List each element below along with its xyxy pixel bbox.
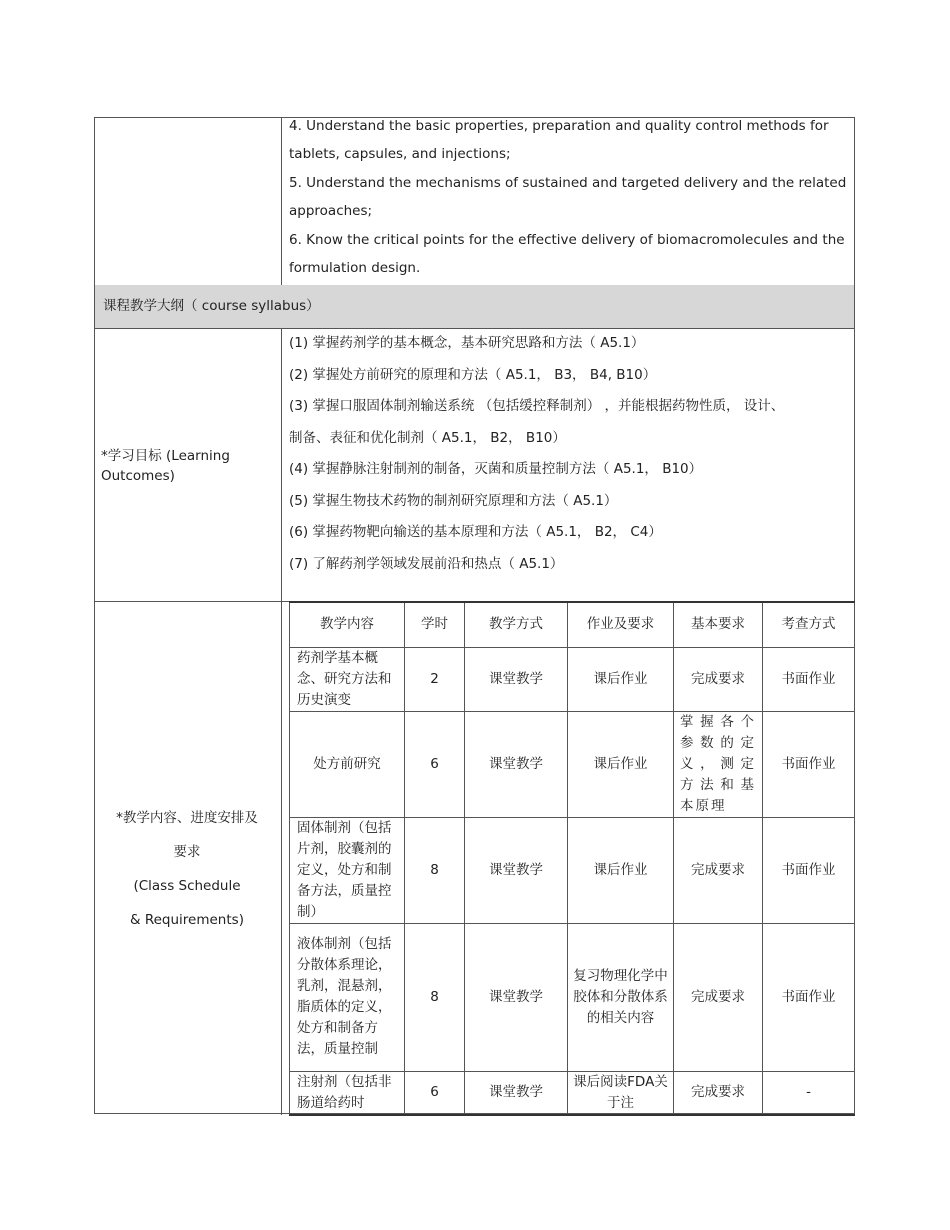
objective-line: 5. Understand the mechanisms of sustained and targeted delivery and the related xyxy=(289,174,847,191)
cell-hours: 8 xyxy=(405,817,465,923)
cell-assessment: 书面作业 xyxy=(763,817,855,923)
learning-outcome-item: (7) 了解药剂学领域发展前沿和热点（ A5.1） xyxy=(289,555,564,572)
cell-method: 课堂教学 xyxy=(465,923,568,1071)
cell-homework: 课后阅读FDA关于注 xyxy=(568,1071,674,1115)
learning-outcomes-list xyxy=(289,328,849,580)
syllabus-page xyxy=(94,117,855,1114)
column-divider xyxy=(281,328,282,1115)
cell-assessment: 书面作业 xyxy=(763,647,855,711)
cell-hours: 6 xyxy=(405,711,465,817)
objective-line: 4. Understand the basic properties, preparation and quality control methods for xyxy=(289,118,829,134)
cell-assessment: - xyxy=(763,1071,855,1115)
cell-homework: 课后作业 xyxy=(568,711,674,817)
column-header: 学时 xyxy=(405,602,465,647)
schedule-label xyxy=(95,801,279,937)
cell-basic: 掌握各个参数的定义，测定方法和基本原理 xyxy=(674,711,763,817)
cell-method: 课堂教学 xyxy=(465,711,568,817)
cell-basic: 完成要求 xyxy=(674,647,763,711)
learning-outcome-item: 制备、表征和优化制剂（ A5.1， B2， B10） xyxy=(289,429,566,446)
cell-basic: 完成要求 xyxy=(674,923,763,1071)
cell-content: 处方前研究 xyxy=(290,711,405,817)
syllabus-header: 课程教学大纲（ course syllabus） xyxy=(95,285,854,328)
cell-method: 课堂教学 xyxy=(465,647,568,711)
objective-line: 6. Know the critical points for the effective delivery of biomacromolecules and the xyxy=(289,231,845,248)
table-row xyxy=(290,647,855,711)
objectives-continued xyxy=(289,112,849,282)
cell-hours: 2 xyxy=(405,647,465,711)
learning-outcome-item: (2) 掌握处方前研究的原理和方法（ A5.1， B3， B4, B10） xyxy=(289,366,657,383)
cell-hours: 6 xyxy=(405,1071,465,1115)
table-row xyxy=(290,923,855,1071)
table-row xyxy=(290,1071,855,1115)
schedule-label-line: *教学内容、进度安排及 xyxy=(116,810,258,826)
cell-homework: 复习物理化学中胶体和分散体系的相关内容 xyxy=(568,923,674,1071)
table-row xyxy=(290,817,855,923)
schedule-label-line: 要求 xyxy=(173,844,201,860)
cell-content: 液体制剂（包括分散体系理论，乳剂，混悬剂，脂质体的定义，处方和制备方法，质量控制 xyxy=(290,923,405,1071)
cell-assessment: 书面作业 xyxy=(763,923,855,1071)
cell-assessment: 书面作业 xyxy=(763,711,855,817)
learning-outcome-item: (6) 掌握药物靶向输送的基本原理和方法（ A5.1， B2， C4） xyxy=(289,524,662,540)
objective-line: tablets, capsules, and injections; xyxy=(289,146,511,163)
schedule-table xyxy=(289,601,855,1116)
column-header: 基本要求 xyxy=(674,602,763,647)
learning-outcome-item: (3) 掌握口服固体制剂输送系统 （包括缓控释制剂） ，并能根据药物性质， 设计、 xyxy=(289,398,785,414)
table-header-row xyxy=(290,602,855,647)
cell-homework: 课后作业 xyxy=(568,647,674,711)
learning-outcomes-label-line: *学习目标 (Learning xyxy=(101,448,230,464)
cell-method: 课堂教学 xyxy=(465,1071,568,1115)
cell-homework: 课后作业 xyxy=(568,817,674,923)
learning-outcome-item: (5) 掌握生物技术药物的制剂研究原理和方法（ A5.1） xyxy=(289,492,618,509)
cell-content: 固体制剂（包括片剂，胶囊剂的定义，处方和制备方法，质量控制） xyxy=(290,817,405,923)
column-divider xyxy=(281,118,282,285)
schedule-label-line: & Requirements) xyxy=(130,912,244,928)
cell-basic: 完成要求 xyxy=(674,1071,763,1115)
cell-basic: 完成要求 xyxy=(674,817,763,923)
column-header: 作业及要求 xyxy=(568,602,674,647)
learning-outcome-item: (1) 掌握药剂学的基本概念，基本研究思路和方法（ A5.1） xyxy=(289,335,645,351)
cell-content: 药剂学基本概念、研究方法和历史演变 xyxy=(290,647,405,711)
learning-outcomes-label xyxy=(101,446,281,486)
column-header: 教学内容 xyxy=(290,602,405,647)
learning-outcomes-label-line: Outcomes) xyxy=(101,468,175,484)
schedule-label-line: (Class Schedule xyxy=(133,878,241,894)
objective-line: approaches; xyxy=(289,203,373,220)
table-row xyxy=(290,711,855,817)
cell-hours: 8 xyxy=(405,923,465,1071)
cell-content: 注射剂（包括非肠道给药时 xyxy=(290,1071,405,1115)
cell-method: 课堂教学 xyxy=(465,817,568,923)
objective-line: formulation design. xyxy=(289,259,421,276)
column-header: 教学方式 xyxy=(465,602,568,647)
learning-outcome-item: (4) 掌握静脉注射制剂的制备，灭菌和质量控制方法（ A5.1， B10） xyxy=(289,461,703,477)
column-header: 考查方式 xyxy=(763,602,855,647)
